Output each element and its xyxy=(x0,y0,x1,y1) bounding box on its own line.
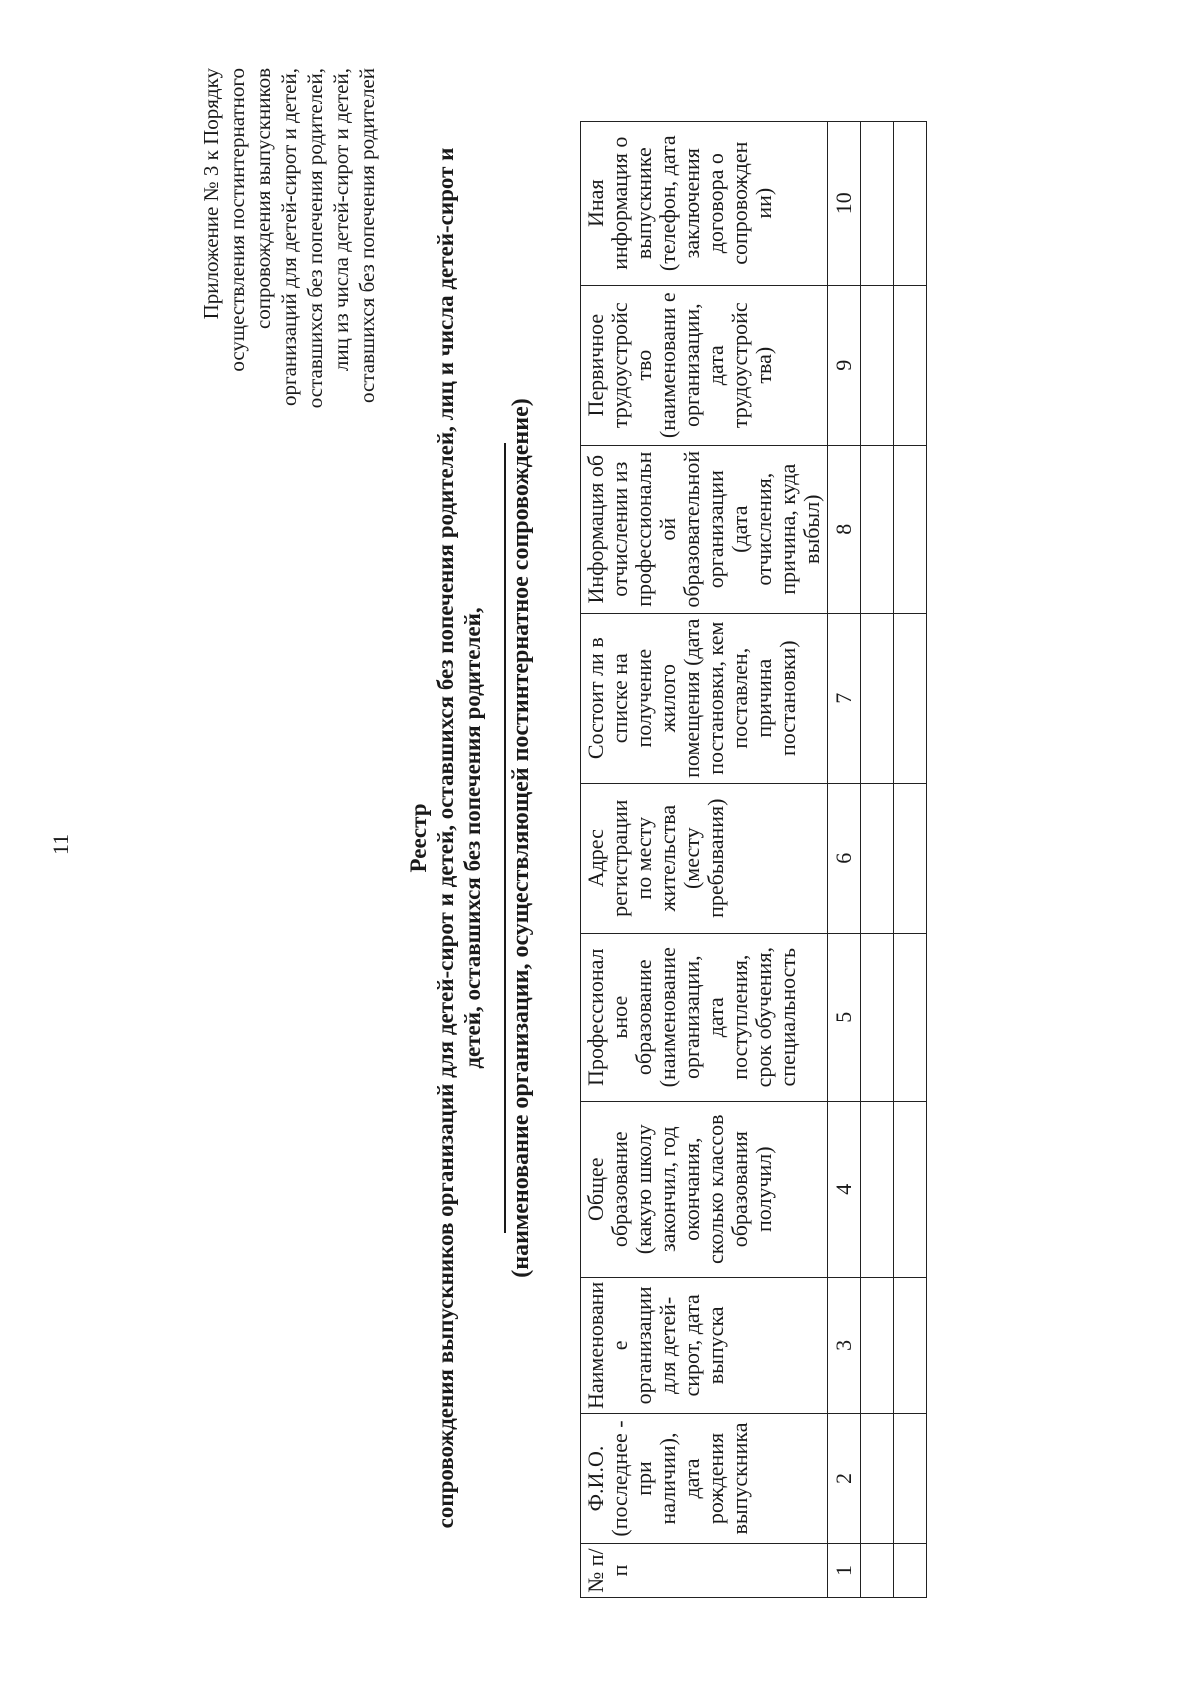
empty-cell xyxy=(861,613,894,783)
header-cell: Информация об отчислении из профессиональн ой образовательной организации (дата отчисления, причина, куда выбыл) xyxy=(581,445,828,613)
header-cell: Состоит ли в списке на получение жилого помещения (дата постановки, кем поставлен, причина постановки) xyxy=(581,613,828,783)
appendix-line: оставшихся без попечения родителей xyxy=(355,68,379,403)
column-number-cell: 6 xyxy=(828,783,861,933)
empty-cell xyxy=(861,1277,894,1413)
page-number: 11 xyxy=(48,833,73,855)
empty-cell xyxy=(894,285,927,445)
header-cell: Первичное трудоустройс тво (наименовани е организации, дата трудоустройс тва) xyxy=(581,285,828,445)
column-number-cell: 8 xyxy=(828,445,861,613)
column-number-cell: 4 xyxy=(828,1101,861,1277)
appendix-line: оставшихся без попечения родителей, xyxy=(303,68,327,409)
header-cell: Иная информация о выпускнике (телефон, дата заключения договора о сопровожден ии) xyxy=(581,121,828,285)
appendix-line: Приложение № 3 к Порядку xyxy=(199,68,223,320)
empty-cell xyxy=(861,445,894,613)
appendix-line: сопровождения выпускников xyxy=(251,68,275,330)
empty-cell xyxy=(894,121,927,285)
header-cell: № п/п xyxy=(581,1544,828,1598)
empty-cell xyxy=(894,1414,927,1544)
column-number-row xyxy=(828,121,861,1597)
empty-cell xyxy=(861,1414,894,1544)
column-number-cell: 2 xyxy=(828,1414,861,1544)
document-title: Реестр xyxy=(406,803,431,873)
empty-cell xyxy=(894,1101,927,1277)
empty-cell xyxy=(894,933,927,1101)
empty-cell xyxy=(861,121,894,285)
empty-cell xyxy=(861,1544,894,1598)
document-subtitle-line2: детей, оставшихся без попечения родителей, xyxy=(460,607,485,1069)
column-number-cell: 10 xyxy=(828,121,861,285)
empty-cell xyxy=(894,1544,927,1598)
registry-table xyxy=(580,121,927,1598)
empty-data-row xyxy=(861,121,894,1597)
document-title-block xyxy=(405,113,536,1563)
organization-caption: (наименование организации, осуществляющей постинтернатное сопровождение) xyxy=(508,398,534,1278)
appendix-note xyxy=(198,68,380,488)
empty-cell xyxy=(894,1277,927,1413)
empty-data-row xyxy=(894,121,927,1597)
header-cell: Наименовани е организации для детей-сирот, дата выпуска xyxy=(581,1277,828,1413)
column-number-cell: 3 xyxy=(828,1277,861,1413)
empty-cell xyxy=(894,445,927,613)
document-subtitle-line1: сопровождения выпускников организаций для детей-сирот и детей, оставшихся без попечения родителей, лиц и числа детей-сирот и xyxy=(433,147,458,1529)
header-cell: Адрес регистрации по месту жительства (месту пребывания) xyxy=(581,783,828,933)
empty-cell xyxy=(894,783,927,933)
empty-cell xyxy=(861,933,894,1101)
header-row xyxy=(581,121,828,1597)
header-cell: Профессионал ьное образование (наименование организации, дата поступления, срок обучения, специальность xyxy=(581,933,828,1101)
empty-cell xyxy=(861,285,894,445)
appendix-line: лиц из числа детей-сирот и детей, xyxy=(329,68,353,372)
empty-cell xyxy=(861,1101,894,1277)
appendix-line: организаций для детей-сирот и детей, xyxy=(277,68,301,406)
empty-cell xyxy=(894,613,927,783)
appendix-line: осуществления постинтернатного xyxy=(225,68,249,372)
header-cell: Общее образование (какую школу закончил, год окончания, сколько классов образования получил) xyxy=(581,1101,828,1277)
column-number-cell: 5 xyxy=(828,933,861,1101)
column-number-cell: 7 xyxy=(828,613,861,783)
column-number-cell: 9 xyxy=(828,285,861,445)
column-number-cell: 1 xyxy=(828,1544,861,1598)
header-cell: Ф.И.О. (последнее - при наличии), дата рождения выпускника xyxy=(581,1414,828,1544)
empty-cell xyxy=(861,783,894,933)
